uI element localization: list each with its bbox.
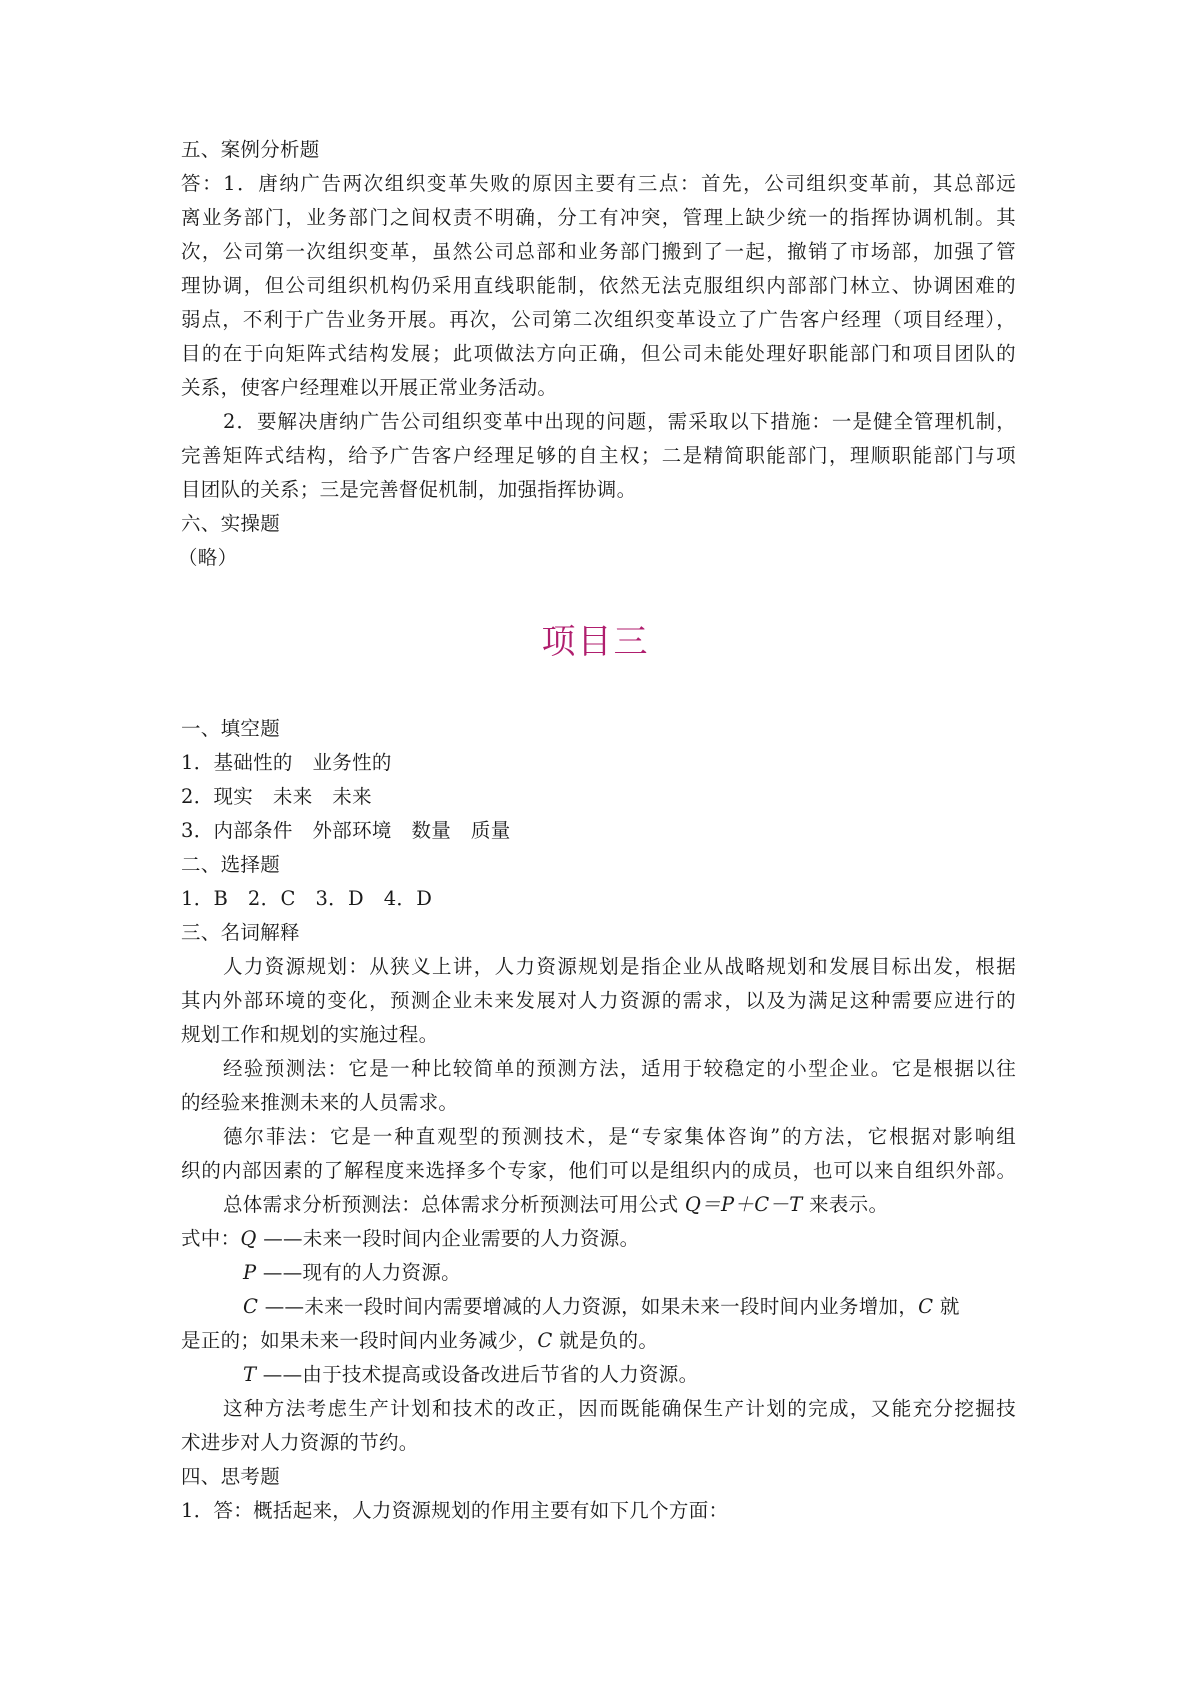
variable-desc: ——现有的人力资源。: [256, 1261, 461, 1284]
answer-line: 答：1．唐纳广告两次组织变革失败的原因主要有三点：首先，公司组织变革前，其总部远: [181, 172, 1016, 195]
section-heading: 三、名词解释: [181, 921, 300, 944]
term-definition: [181, 1188, 1016, 1222]
term-definition: 德尔菲法：它是一种直观型的预测技术，是“专家集体咨询”的方法，它根据对影响组: [223, 1125, 1016, 1148]
term-definition: 人力资源规划：从狭义上讲，人力资源规划是指企业从战略规划和发展目标出发，根据: [223, 955, 1016, 978]
term-definition: 织的内部因素的了解程度来选择多个专家，他们可以是组织内的成员，也可以来自组织外部。: [181, 1159, 1016, 1182]
method-note: 术进步对人力资源的节约。: [181, 1431, 419, 1454]
choice-answers: 1．B 2．C 3．D 4．D: [181, 887, 433, 910]
where-label: 式中：: [181, 1227, 241, 1250]
variable-symbol: P: [243, 1261, 257, 1284]
variable-desc: ——未来一段时间内需要增减的人力资源，如果未来一段时间内业务增加，: [258, 1295, 919, 1318]
answer-item: 1．基础性的 业务性的: [181, 751, 392, 774]
answer-line: 完善矩阵式结构，给予广告客户经理足够的自主权；二是精简职能部门，理顺职能部门与项: [181, 444, 1016, 467]
term-definition: 规划工作和规划的实施过程。: [181, 1023, 439, 1046]
answer-line: 关系，使客户经理难以开展正常业务活动。: [181, 376, 558, 399]
variable-symbol: C: [918, 1295, 934, 1318]
variable-desc: 就是负的。: [552, 1329, 659, 1352]
term-definition: 的经验来推测未来的人员需求。: [181, 1091, 459, 1114]
variable-symbol: T: [243, 1363, 257, 1386]
formula-intro: 总体需求分析预测法：总体需求分析预测法可用公式: [223, 1193, 685, 1216]
variable-desc: ——由于技术提高或设备改进后节省的人力资源。: [256, 1363, 699, 1386]
section-heading: 一、填空题: [181, 717, 281, 740]
section-heading: 五、案例分析题: [181, 138, 320, 161]
method-note: 这种方法考虑生产计划和技术的改正，因而既能确保生产计划的完成，又能充分挖掘技: [223, 1397, 1016, 1420]
section-heading: 二、选择题: [181, 853, 281, 876]
answer-line: 理协调，但公司组织机构仍采用直线职能制，依然无法克服组织内部部门林立、协调困难的: [181, 274, 1016, 297]
variable-line-q: [181, 1222, 1016, 1256]
section-heading: 四、思考题: [181, 1465, 281, 1488]
variable-line-t: [181, 1358, 1016, 1392]
answer-item: 3．内部条件 外部环境 数量 质量: [181, 819, 511, 842]
variable-symbol: Q: [240, 1227, 257, 1250]
answer-line: 次，公司第一次组织变革，虽然公司总部和业务部门搬到了一起，撤销了市场部，加强了管: [181, 240, 1016, 263]
variable-line-c-cont: [181, 1324, 1016, 1358]
formula: Q＝P＋C－T: [684, 1193, 803, 1216]
term-definition: 其内外部环境的变化，预测企业未来发展对人力资源的需求，以及为满足这种需要应进行的: [181, 989, 1016, 1012]
term-definition: 经验预测法：它是一种比较简单的预测方法，适用于较稳定的小型企业。它是根据以往: [223, 1057, 1016, 1080]
variable-line-p: [181, 1256, 1016, 1290]
answer-line: 1．答：概括起来，人力资源规划的作用主要有如下几个方面：: [181, 1499, 729, 1522]
answer-item: 2．现实 未来 未来: [181, 785, 372, 808]
omitted-note: （略）: [178, 546, 238, 569]
section-heading: 六、实操题: [181, 512, 281, 535]
answer-line: 离业务部门，业务部门之间权责不明确，分工有冲突，管理上缺少统一的指挥协调机制。其: [181, 206, 1016, 229]
variable-symbol: C: [243, 1295, 259, 1318]
answer-line: 弱点，不利于广告业务开展。再次，公司第二次组织变革设立了广告客户经理（项目经理），: [181, 308, 1016, 331]
variable-desc: 就: [933, 1295, 960, 1318]
variable-desc: 是正的；如果未来一段时间内业务减少，: [181, 1329, 538, 1352]
formula-outro: 来表示。: [802, 1193, 889, 1216]
variable-symbol: C: [537, 1329, 553, 1352]
answer-line: 目的在于向矩阵式结构发展；此项做法方向正确，但公司未能处理好职能部门和项目团队的: [181, 342, 1016, 365]
answer-line: 目团队的关系；三是完善督促机制，加强指挥协调。: [181, 478, 637, 501]
variable-desc: ——未来一段时间内企业需要的人力资源。: [256, 1227, 640, 1250]
answer-line: 2．要解决唐纳广告公司组织变革中出现的问题，需采取以下措施：一是健全管理机制，: [223, 410, 1016, 433]
variable-line-c: [181, 1290, 1016, 1324]
project-title: 项目三: [541, 622, 650, 662]
